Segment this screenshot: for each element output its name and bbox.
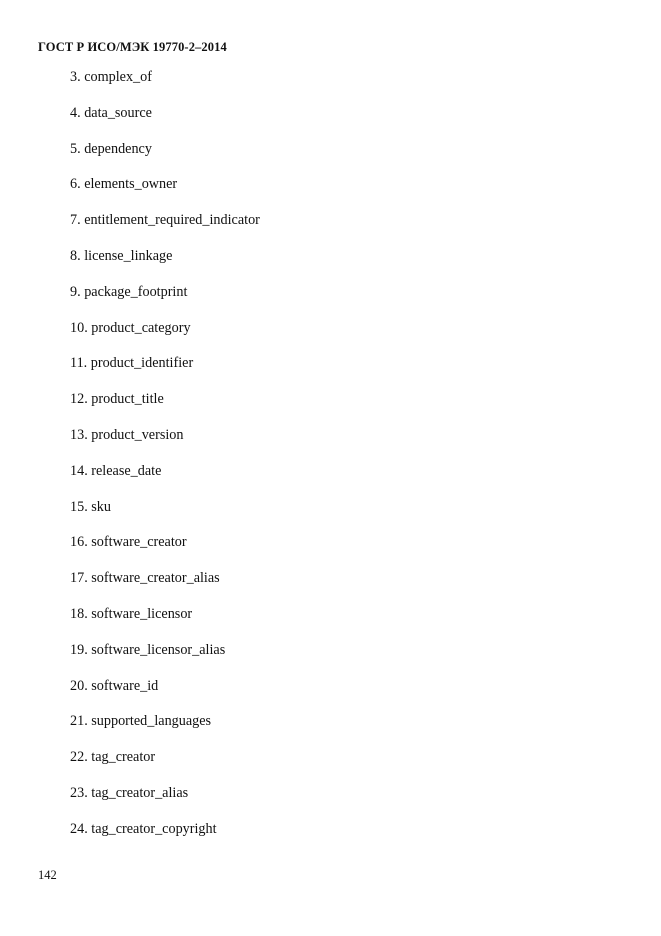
list-item: 22. tag_creator bbox=[70, 749, 156, 766]
list-item: 16. software_creator bbox=[70, 534, 187, 551]
list-item: 4. data_source bbox=[70, 104, 152, 121]
list-item: 10. product_category bbox=[70, 319, 191, 336]
list-item: 20. software_id bbox=[70, 677, 159, 694]
list-item: 23. tag_creator_alias bbox=[70, 784, 189, 801]
list-item: 15. sku bbox=[70, 498, 111, 515]
list-item: 7. entitlement_required_indicator bbox=[70, 212, 260, 229]
list-item: 8. license_linkage bbox=[70, 247, 173, 264]
list-item: 18. software_licensor bbox=[70, 605, 193, 622]
list-item: 11. product_identifier bbox=[70, 355, 194, 372]
page-number: 142 bbox=[38, 868, 57, 882]
list-item: 3. complex_of bbox=[70, 69, 152, 85]
document-header: ГОСТ Р ИСО/МЭК 19770-2–2014 bbox=[38, 40, 227, 54]
list-item: 5. dependency bbox=[70, 140, 152, 157]
list-item: 21. supported_languages bbox=[70, 713, 212, 730]
element-list bbox=[70, 68, 260, 856]
list-item: 13. product_version bbox=[70, 426, 184, 443]
list-item: 14. release_date bbox=[70, 462, 162, 479]
list-item: 9. package_footprint bbox=[70, 283, 188, 300]
list-item: 6. elements_owner bbox=[70, 176, 178, 193]
list-item: 24. tag_creator_copyright bbox=[70, 820, 217, 837]
list-item: 12. product_title bbox=[70, 391, 164, 408]
list-item: 17. software_creator_alias bbox=[70, 570, 220, 587]
list-item: 19. software_licensor_alias bbox=[70, 641, 226, 658]
